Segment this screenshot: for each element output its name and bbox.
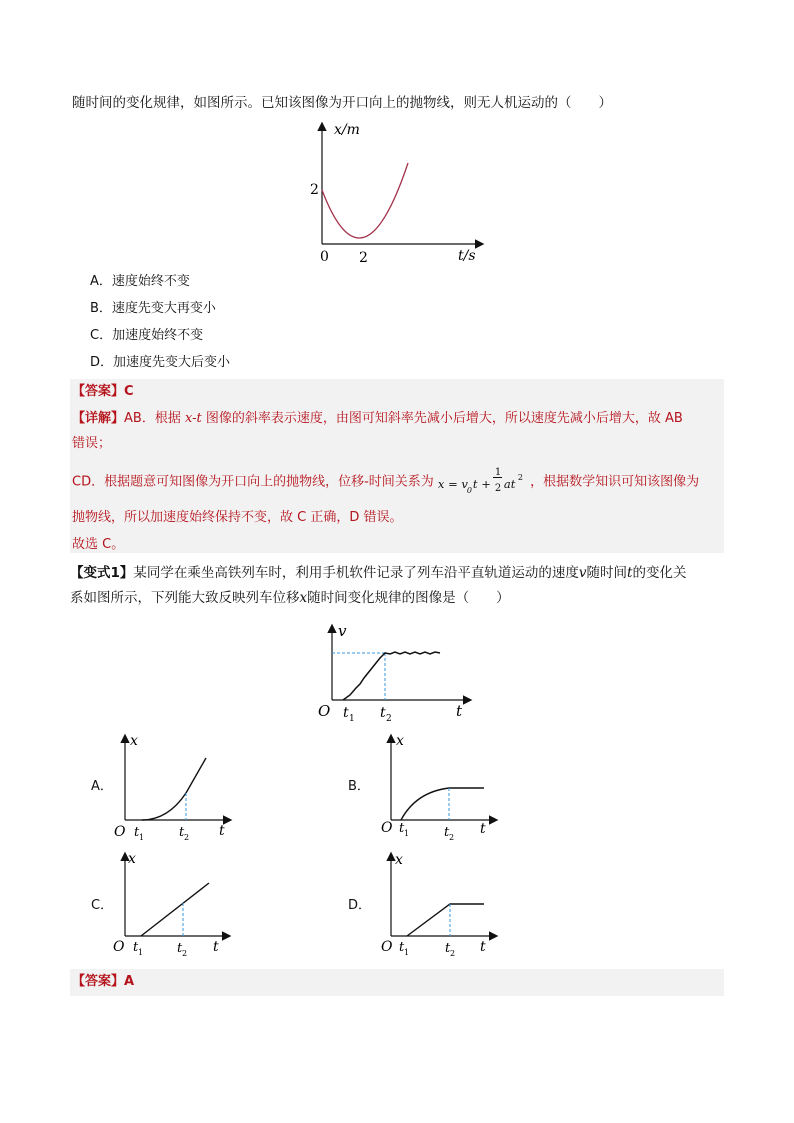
svg-text:t: t: [399, 940, 405, 955]
svg-text:t: t: [445, 941, 451, 956]
svg-text:x: x: [128, 851, 136, 867]
svg-text:x: x: [130, 733, 138, 749]
svg-text:O: O: [381, 820, 393, 836]
variant-stem-line-1: 【变式1】某同学在乘坐高铁列车时，利用手机软件记录了列车沿平直轨道运动的速度v随时间t的变化关: [70, 565, 687, 581]
y-tick-2: 2: [310, 182, 319, 198]
svg-text:t: t: [219, 823, 225, 839]
svg-text:t: t: [179, 825, 185, 840]
svg-text:O: O: [113, 939, 125, 955]
svg-text:x: x: [395, 852, 403, 868]
choice-b-label[interactable]: B．: [348, 779, 370, 794]
velocity-time-graph: [310, 618, 480, 726]
svg-text:t: t: [444, 825, 450, 840]
svg-text:1: 1: [404, 829, 410, 838]
x-axis-label: t/s: [458, 248, 476, 264]
formula: x = v 0 t + 1 2 at 2: [437, 467, 524, 495]
svg-text:x: x: [396, 733, 404, 749]
svg-text:t: t: [456, 702, 463, 720]
option-d[interactable]: D．加速度先变大后变小: [90, 355, 231, 370]
svg-text:v: v: [338, 622, 347, 640]
choice-b-graph[interactable]: [376, 730, 506, 842]
svg-text:t: t: [213, 939, 219, 955]
svg-text:1: 1: [404, 948, 410, 957]
svg-text:t: t: [177, 941, 183, 956]
choice-d-label[interactable]: D．: [348, 898, 372, 913]
choice-c-label[interactable]: C．: [91, 898, 114, 913]
svg-text:1: 1: [349, 714, 355, 724]
svg-text:t: t: [343, 705, 349, 721]
detail-cd-line: CD．根据题意可知图像为开口向上的抛物线，位移-时间关系为 x = v 0 t + 1 2 at 2 ，根据数学知识可知该图像为: [72, 467, 700, 495]
question-stem: 随时间的变化规律，如图所示。已知该图像为开口向上的抛物线，则无人机运动的（ ）: [72, 95, 612, 111]
parabola-curve: [322, 163, 408, 238]
svg-text:O: O: [318, 702, 331, 720]
option-b[interactable]: B．速度先变大再变小: [90, 301, 216, 316]
variant-answer-line: 【答案】A: [72, 974, 135, 989]
parabola-graph: [300, 118, 490, 268]
svg-text:O: O: [114, 824, 126, 840]
choice-a-graph[interactable]: [108, 730, 238, 842]
detail-ab-line-2: 错误；: [72, 436, 112, 451]
svg-text:2: 2: [184, 833, 190, 842]
svg-text:t: t: [380, 705, 386, 721]
svg-text:t: t: [399, 821, 405, 836]
detail-cd-line-2: 抛物线，所以加速度始终保持不变，故 C 正确，D 错误。: [72, 510, 403, 525]
option-a[interactable]: A．速度始终不变: [90, 274, 190, 289]
svg-text:2: 2: [450, 949, 456, 958]
choice-a-label[interactable]: A．: [91, 779, 113, 794]
variant-stem-line-2: 系如图所示，下列能大致反映列车位移x随时间变化规律的图像是（ ）: [70, 590, 510, 606]
origin-label: 0: [320, 249, 329, 265]
svg-text:1: 1: [138, 948, 144, 957]
svg-text:t: t: [133, 940, 139, 955]
svg-text:t: t: [134, 825, 140, 840]
choice-c-graph[interactable]: [107, 848, 237, 960]
svg-text:2: 2: [182, 949, 188, 958]
svg-text:2: 2: [449, 833, 455, 842]
svg-text:O: O: [381, 939, 393, 955]
option-c[interactable]: C．加速度始终不变: [90, 328, 204, 343]
choice-d-graph[interactable]: [376, 848, 506, 960]
svg-text:1: 1: [139, 833, 145, 842]
svg-text:t: t: [480, 821, 486, 837]
y-axis-label: x/m: [334, 122, 360, 138]
x-tick-2: 2: [359, 250, 368, 266]
answer-line: 【答案】C: [72, 384, 134, 399]
detail-ab-line: 【详解】AB．根据 x-t 图像的斜率表示速度，由图可知斜率先减小后增大，所以速度先减小后增大，故 AB: [72, 411, 683, 426]
conclusion-line: 故选 C。: [72, 537, 125, 552]
svg-text:t: t: [480, 939, 486, 955]
variant-answer-box: [70, 969, 724, 996]
svg-text:2: 2: [386, 714, 392, 724]
